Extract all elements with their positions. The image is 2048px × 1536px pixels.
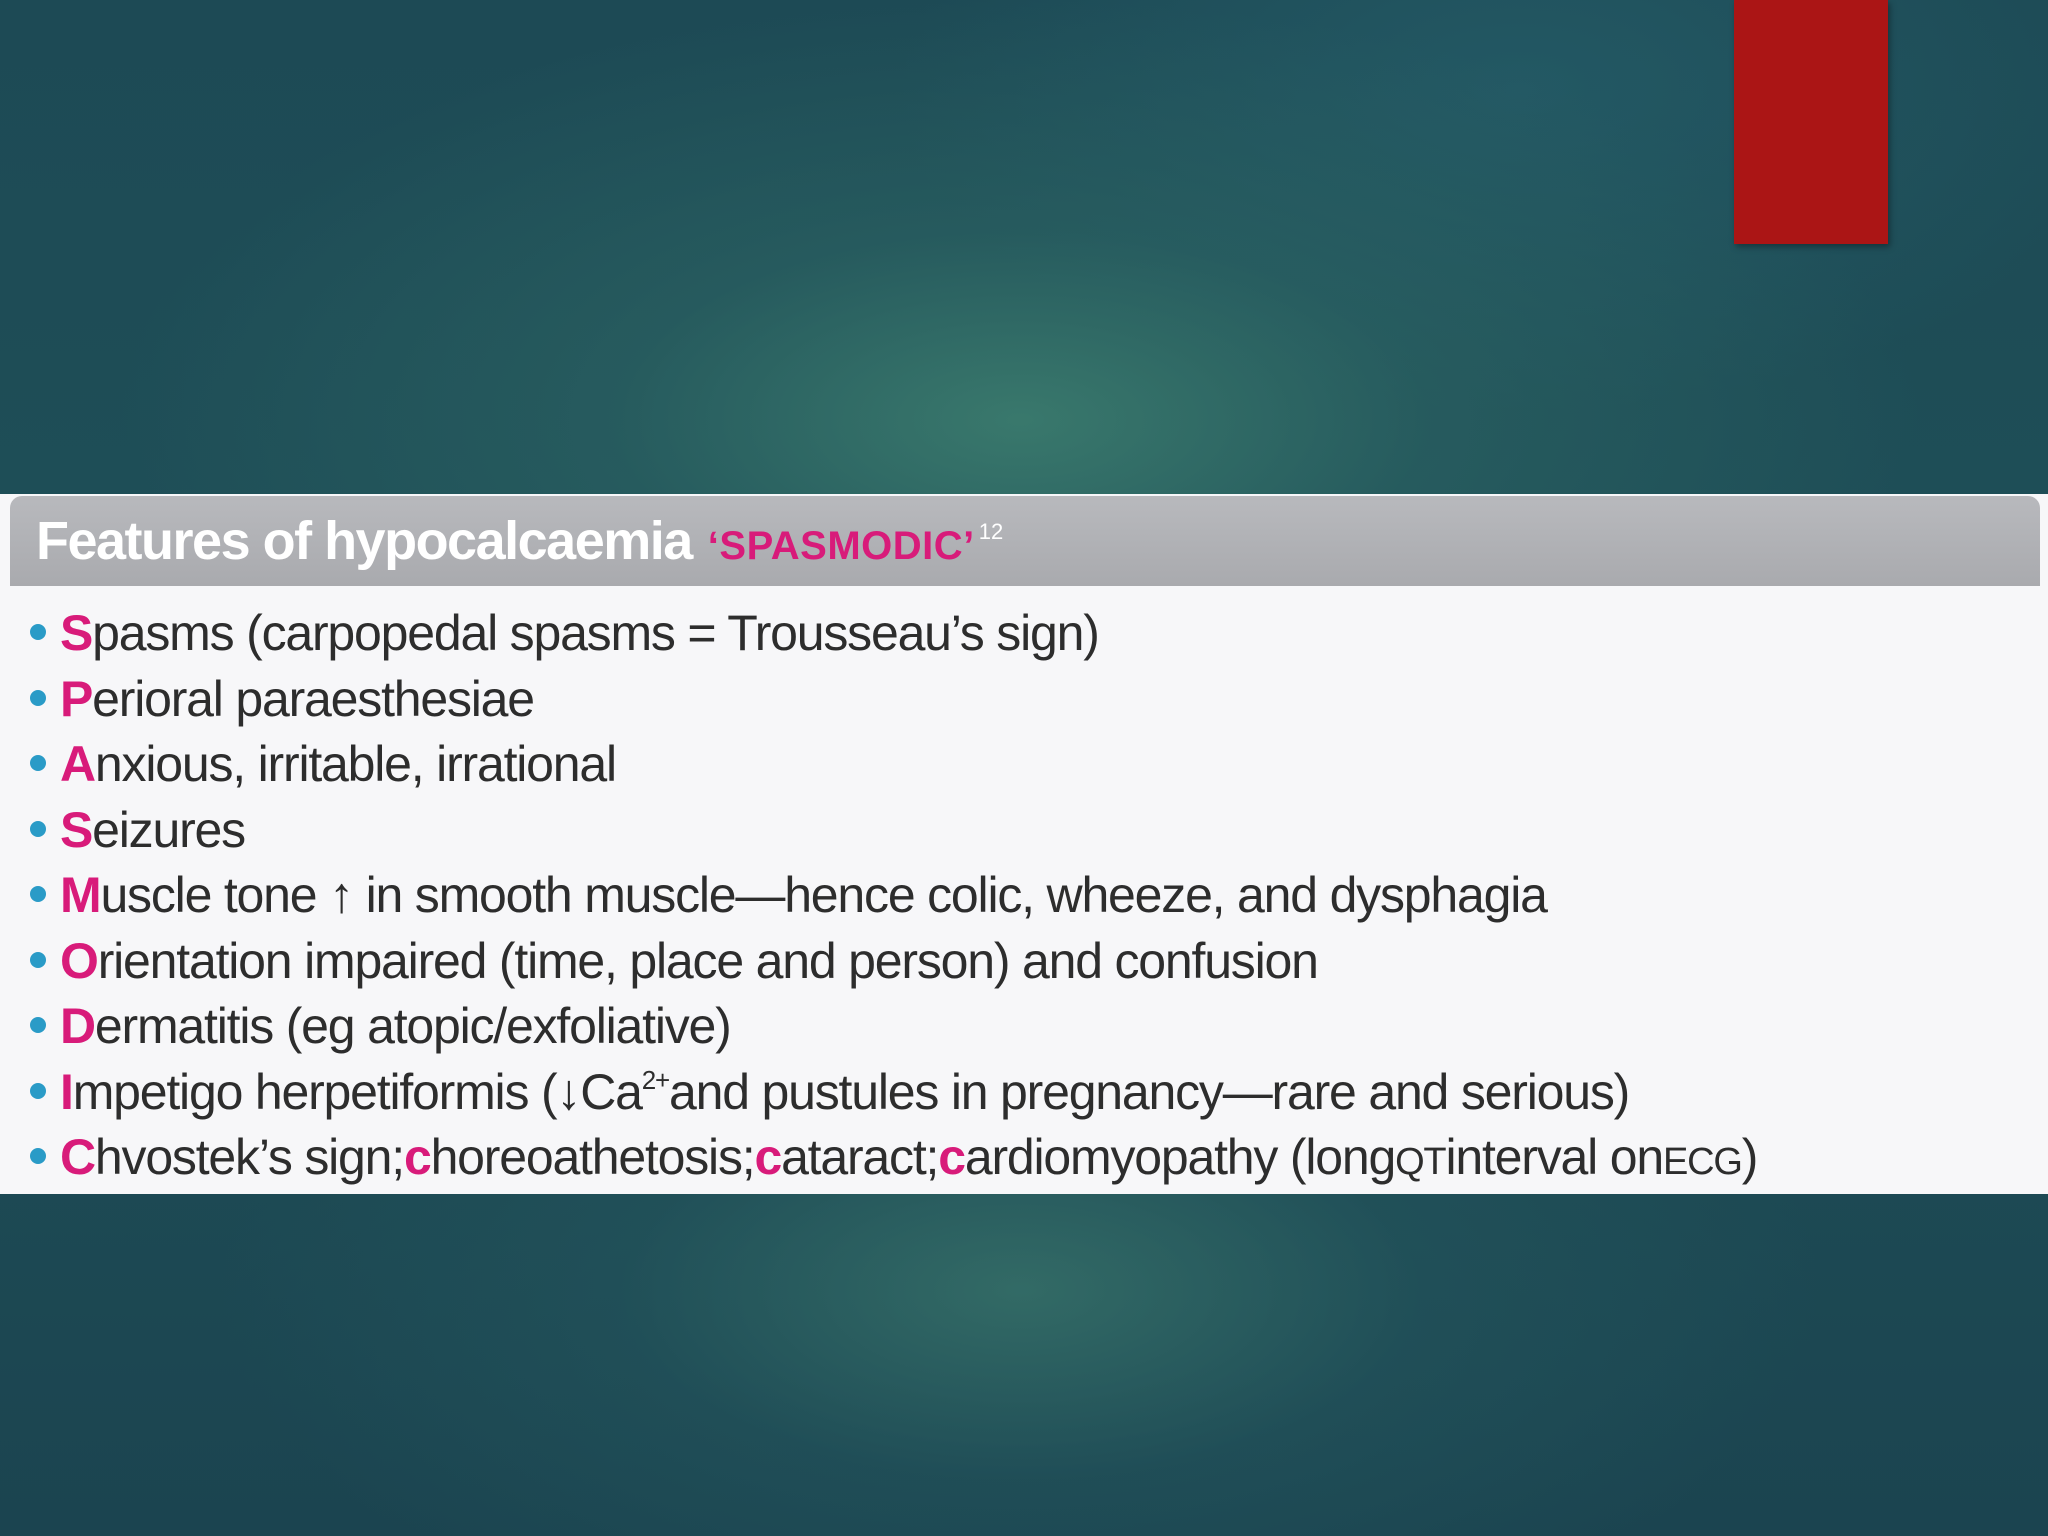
panel-title: Features of hypocalcaemia [36, 511, 692, 571]
item-text: ardiomyopathy (long [964, 1129, 1396, 1185]
mnemonic-letter: S [60, 605, 93, 661]
item-text: pasms (carpopedal spasms = Trousseau’s sign) [92, 605, 1099, 661]
bullet-icon [30, 1017, 46, 1033]
mnemonic-letter: M [60, 867, 101, 923]
item-text: rientation impaired (time, place and person) and confusion [97, 932, 1318, 989]
item-text: horeoathetosis; [430, 1129, 755, 1185]
item-text: eizures [92, 801, 245, 858]
list-item [30, 604, 1757, 670]
mnemonic-label: ‘SPASMODIC’ [707, 524, 975, 568]
list-item [30, 997, 1757, 1063]
bullet-icon [30, 1083, 46, 1099]
bullet-icon [30, 952, 46, 968]
bullet-icon [30, 886, 46, 902]
item-text: mpetigo herpetiformis (↓Ca [72, 1063, 642, 1120]
mnemonic-letter: P [60, 670, 93, 727]
abbreviation-qt: QT [1395, 1141, 1446, 1183]
list-item [30, 932, 1757, 998]
mnemonic-letter: A [60, 736, 95, 792]
mnemonic-letter: c [754, 1129, 782, 1185]
mnemonic-letter: I [60, 1063, 73, 1120]
list-item [30, 866, 1757, 932]
item-text: erioral paraesthesiae [92, 670, 534, 727]
item-text: ataract; [781, 1129, 939, 1185]
item-text: ermatitis (eg atopic/exfoliative) [94, 998, 731, 1054]
slide-accent-block [1734, 0, 1888, 244]
list-item [30, 670, 1757, 736]
item-text: uscle tone ↑ in smooth muscle—hence colic, wheeze, and dysphagia [100, 867, 1547, 923]
list-item [30, 1063, 1757, 1129]
item-text: hvostek’s sign; [94, 1129, 404, 1185]
panel-header [10, 496, 2040, 586]
bullet-icon [30, 821, 46, 837]
list-item [30, 801, 1757, 867]
bullet-icon [30, 624, 46, 640]
abbreviation-ecg: ECG [1662, 1141, 1742, 1183]
item-text: ) [1741, 1129, 1758, 1185]
bullet-icon [30, 755, 46, 771]
mnemonic-letter: c [403, 1129, 431, 1185]
bullet-icon [30, 1148, 46, 1164]
item-text: interval on [1445, 1129, 1663, 1185]
item-text: nxious, irritable, irrational [94, 736, 616, 792]
list-item [30, 735, 1757, 801]
feature-list [30, 604, 1757, 1194]
item-text: and pustules in pregnancy—rare and serious) [668, 1063, 1630, 1120]
bullet-icon [30, 690, 46, 706]
mnemonic-letter: O [60, 932, 98, 989]
list-item [30, 1128, 1757, 1194]
mnemonic-letter: S [60, 801, 93, 858]
superscript: 2+ [641, 1064, 669, 1095]
mnemonic-letter: D [60, 998, 95, 1054]
mnemonic-letter: c [938, 1129, 965, 1185]
hypocalcaemia-panel [0, 494, 2048, 1194]
mnemonic-letter: C [60, 1129, 95, 1185]
reference-number: 12 [978, 519, 1004, 544]
